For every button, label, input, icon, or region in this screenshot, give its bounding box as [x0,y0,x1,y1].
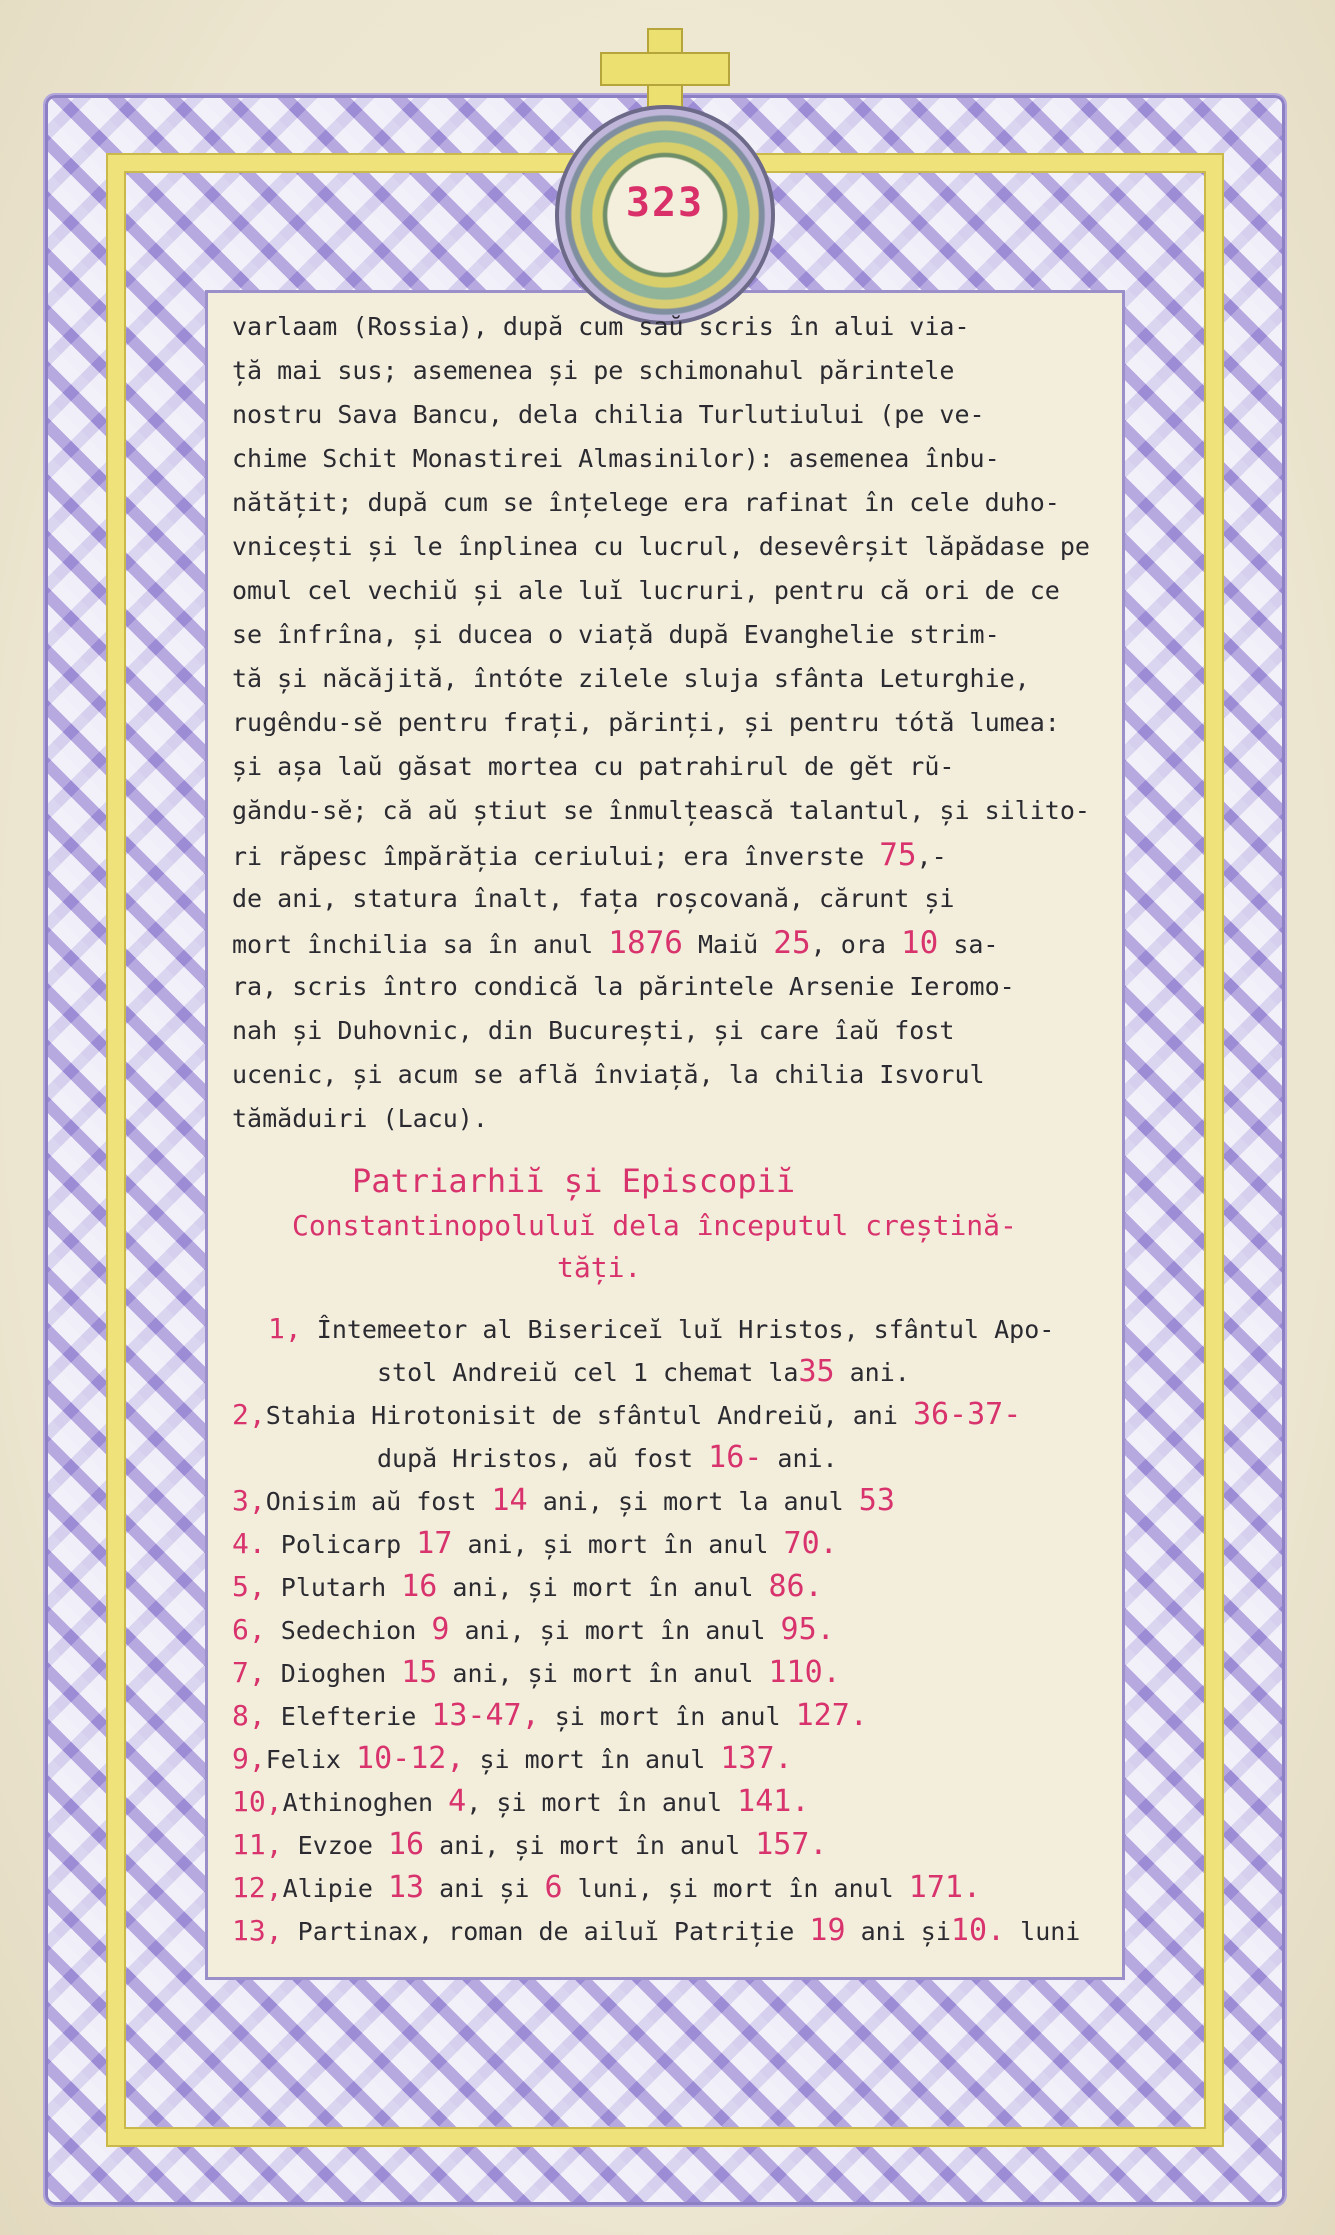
list-item: 4. Policarp 17 ani, și mort în anul 70. [232,1526,838,1561]
paragraph-line: de ani, statura înalt, fața roșcovană, cărunt și [232,884,955,913]
cross-icon-bar [600,52,730,86]
list-item: 11, Evzoe 16 ani, și mort în anul 157. [232,1827,828,1862]
paragraph-line: ri răpesc împărăția ceriului; era înverste 75,- [232,837,947,873]
paragraph-line: ra, scris întro condică la părintele Arsenie Ieromo- [232,972,1015,1001]
paragraph-line: vnicești și le înplinea cu lucrul, desevêrșit lăpădase pe [232,532,1090,561]
heading-line-2: Constantinopoluluĭ dela începutul creștină- [292,1209,1017,1242]
list-item: 13, Partinax, roman de ailuĭ Patriție 19 ani și10. luni [232,1913,1081,1948]
paragraph-line: mort închilia sa în anul 1876 Maiŭ 25, ora 10 sa- [232,925,999,961]
highlight-number: 25 [773,925,811,961]
highlight-number: 75 [879,837,917,873]
list-item: 8, Elefterie 13-47, și mort în anul 127. [232,1698,868,1733]
paragraph-line: ucenic, și acum se află înviață, la chilia Isvorul [232,1060,985,1089]
page-number: 323 [625,180,705,226]
heading-line-3: tăți. [557,1251,642,1284]
highlight-number: 1876 [608,925,683,961]
paragraph-line: nătățit; după cum se înțelege era rafinat în cele duho- [232,488,1060,517]
heading-line-1: Patriarhiĭ și Episcopiĭ [352,1162,796,1200]
paragraph-line: omul cel vechiŭ și ale luĭ lucruri, pentru că ori de ce [232,576,1060,605]
list-item: 3,Onisim aŭ fost 14 ani, și mort la anul 53 [232,1483,895,1518]
paragraph-line: tămăduiri (Lacu). [232,1104,488,1133]
patriarch-list [232,1307,1112,1952]
paragraph-line: varlaam (Rossia), după cum saŭ scris în alui via- [232,312,970,341]
list-item: 5, Plutarh 16 ani, și mort în anul 86. [232,1569,823,1604]
list-item: 9,Felix 10-12, și mort în anul 137. [232,1741,793,1776]
list-item: 10,Athinoghen 4, și mort în anul 141. [232,1784,810,1819]
list-item: 6, Sedechion 9 ani, și mort în anul 95. [232,1612,835,1647]
paragraph-line: tă și năcăjită, întóte zilele sluja sfânta Leturghie, [232,664,1030,693]
paragraph-line: nostru Sava Bancu, dela chilia Turlutiului (pe ve- [232,400,985,429]
paragraph-line: ță mai sus; asemenea și pe schimonahul părintele [232,356,955,385]
paragraph-line: și așa laŭ găsat mortea cu patrahirul de gĕt rŭ- [232,752,955,781]
list-item: 1, Întemeetor al Bisericeĭ luĭ Hristos, sfântul Apo- stol Andreiŭ cel 1 chemat la35 ani. [268,1312,1055,1389]
paragraph-line: găndu-sĕ; că aŭ știut se înmulțească talantul, și silito- [232,796,1090,825]
paragraph [232,305,1112,1141]
highlight-number: 10 [900,925,939,961]
list-item: 7, Dioghen 15 ani, și mort în anul 110. [232,1655,841,1690]
list-item: 12,Alipie 13 ani și 6 luni, și mort în anul 171. [232,1870,982,1905]
paragraph-line: se înfrîna, și ducea o viață după Evanghelie strim- [232,620,1000,649]
list-item: 2,Stahia Hirotonisit de sfântul Andreiŭ, ani 36-37- după Hristos, aŭ fost 16- ani. [232,1397,1022,1475]
paragraph-line: rugêndu-sĕ pentru frați, părinți, și pentru tótă lumea: [232,708,1060,737]
paragraph-line: nah și Duhovnic, din București, și care îaŭ fost [232,1016,955,1045]
paragraph-line: chime Schit Monastirei Almasinilor): asemenea înbu- [232,444,1000,473]
section-heading [232,1158,1112,1288]
